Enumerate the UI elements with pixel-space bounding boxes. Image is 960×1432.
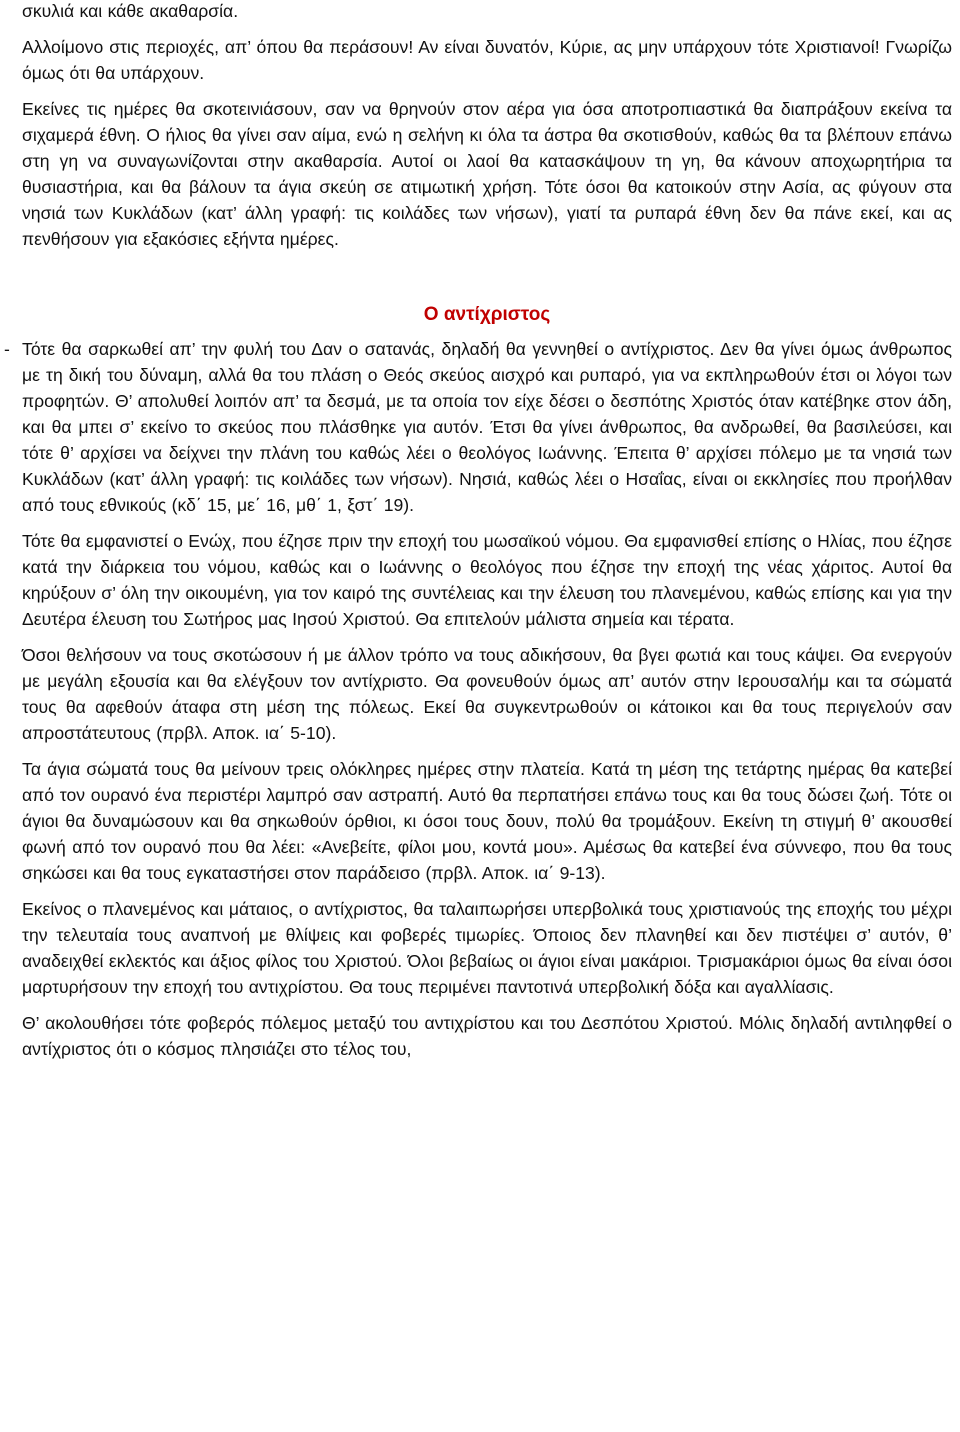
dash-marker: - xyxy=(4,339,10,359)
paragraph-1: σκυλιά και κάθε ακαθαρσία. xyxy=(22,1,239,21)
paragraph-3: Εκείνες τις ημέρες θα σκοτεινιάσουν, σαν να θρηνούν στον αέρα για όσα αποτροπιαστικά θα διαπράξουν εκείνα τα σιχαμερά έθνη. Ο ήλιος θα γίνει σαν αίμα, ενώ η σελήνη κι όλα τα άστρα θα σκοτισθούν, καθώς θα τα βλέπουν επάνω στη γη να συναγωνίζονται στην ακαθαρσία. Αυτοί οι λαοί θα κατασκάψουν τη γη, θα κάνουν αποχωρητήρια τα θυσιαστήρια, και θα βάλουν τα άγια σκεύη σε ατιμωτική χρήση. Τότε όσοι θα κατοικούν στην Ασία, ας φύγουν στα νησιά των Κυκλάδων (κατ’ άλλη γραφή: τις κοιλάδες των νήσων), γιατί τα ρυπαρά έθνη δεν θα πάνε εκεί, και ας πενθήσουν για εξακόσιες εξήντα ημέρες. xyxy=(22,99,952,249)
paragraph-2: Αλλοίμονο στις περιοχές, απ’ όπου θα περάσουν! Αν είναι δυνατόν, Κύριε, ας μην υπάρχουν τότε Χριστιανοί! Γνωρίζω όμως ότι θα υπάρχουν. xyxy=(22,37,952,83)
paragraph-8: Εκείνος ο πλανεμένος και μάταιος, ο αντίχριστος, θα ταλαιπωρήσει υπερβολικά τους χριστιανούς της εποχής του μέχρι την τελευταία τους αναπνοή με θλίψεις και φοβερές τιμωρίες. Όποιος δεν πλανηθεί και δεν πιστέψει σ’ αυτόν, θ’ αναδειχθεί εκλεκτός και άξιος φίλος του Χριστού. Όλοι βεβαίως οι άγιοι είναι μακάριοι. Τρισμακάριοι όμως θα είναι όσοι μαρτυρήσουν την εποχή του αντιχρίστου. Θα τους περιμένει παντοτινά υπερβολική δόξα και αγαλλίασις. xyxy=(22,899,952,997)
dash-paragraph xyxy=(4,336,952,518)
section-heading: Ο αντίχριστος xyxy=(423,304,551,325)
paragraph-9: Θ’ ακολουθήσει τότε φοβερός πόλεμος μεταξύ του αντιχρίστου και του Δεσπότου Χριστού. Μόλις δηλαδή αντιληφθεί ο αντίχριστος ότι ο κόσμος πλησιάζει στο τέλος του, xyxy=(22,1013,952,1059)
paragraph-4: Τότε θα σαρκωθεί απ’ την φυλή του Δαν ο σατανάς, δηλαδή θα γεννηθεί ο αντίχριστος. Δεν θα γίνει όμως άνθρωπος με τη δική του δύναμη, αλλά θα του πλάση ο Θεός σκεύος αισχρό και ρυπαρό, για να εκπληρωθούν έτσι οι λόγοι των προφητών. Θ’ απολυθεί λοιπόν απ’ τα δεσμά, με τα οποία τον είχε δέσει ο δεσπότης Χριστός όταν κατέβηκε στον άδη, και θα μπει σ’ εκείνο το σκεύος που πλάσθηκε για αυτόν. Έτσι θα γίνει άνθρωπος, θα ανδρωθεί, θα βασιλεύσει, και τότε θ’ αρχίσει να δείχνει την πλάνη του καθώς λέει ο θεολόγος Ιωάννης. Έπειτα θ’ αρχίσει πόλεμο με τα νησιά των Κυκλάδων (κατ’ άλλη γραφή: τις κοιλάδες των νήσων). Νησιά, καθώς λέει ο Ησαΐας, είναι οι εκκλησίες που προήλθαν από τους εθνικούς (κδ΄ 15, με΄ 16, μθ΄ 1, ξστ΄ 19). xyxy=(22,339,952,515)
paragraph-5: Τότε θα εμφανιστεί ο Ενώχ, που έζησε πριν την εποχή του μωσαϊκού νόμου. Θα εμφανισθεί επίσης ο Ηλίας, που έζησε κατά την διάρκεια του νόμου, καθώς και ο Ιωάννης ο θεολόγος που έζησε την εποχή της νέας χάριτος. Αυτοί θα κηρύξουν σ’ όλη την οικουμένη, για τον καιρό της συντέλειας και την έλευση του πλανεμένου, καθώς επίσης και για την Δευτέρα έλευση του Σωτήρος μας Ιησού Χριστού. Θα επιτελούν μάλιστα σημεία και τέρατα. xyxy=(22,531,952,629)
paragraph-6: Όσοι θελήσουν να τους σκοτώσουν ή με άλλον τρόπο να τους αδικήσουν, θα βγει φωτιά και τους κάψει. Θα ενεργούν με μεγάλη εξουσία και θα ελέγξουν τον αντίχριστο. Θα φονευθούν όμως απ’ αυτόν στην Ιερουσαλήμ και τα σώματά τους θα αφεθούν άταφα στη μέση της πόλεως. Εκεί θα συγκεντρωθούν οι κάτοικοι και θα τους περιγελούν σαν απροστάτευτους (πρβλ. Αποκ. ια΄ 5-10). xyxy=(22,645,952,743)
paragraph-7: Τα άγια σώματά τους θα μείνουν τρεις ολόκληρες ημέρες στην πλατεία. Κατά τη μέση της τετάρτης ημέρας θα κατεβεί από τον ουρανό ένα περιστέρι λαμπρό σαν αστραπή. Αυτό θα περπατήσει επάνω τους και θα τους δώσει ζωή. Τότε οι άγιοι θα δυναμώσουν και θα σηκωθούν όρθιοι, κι όσοι τους δουν, πολύ θα τρομάξουν. Εκείνη τη στιγμή θ’ ακουσθεί φωνή από τον ουρανό που θα λέει: «Ανεβείτε, φίλοι μου, κοντά μου». Αμέσως θα κατεβεί ένα σύννεφο, που θα τους σηκώσει και θα τους εγκαταστήσει στον παράδεισο (πρβλ. Αποκ. ια΄ 9-13). xyxy=(22,759,952,883)
